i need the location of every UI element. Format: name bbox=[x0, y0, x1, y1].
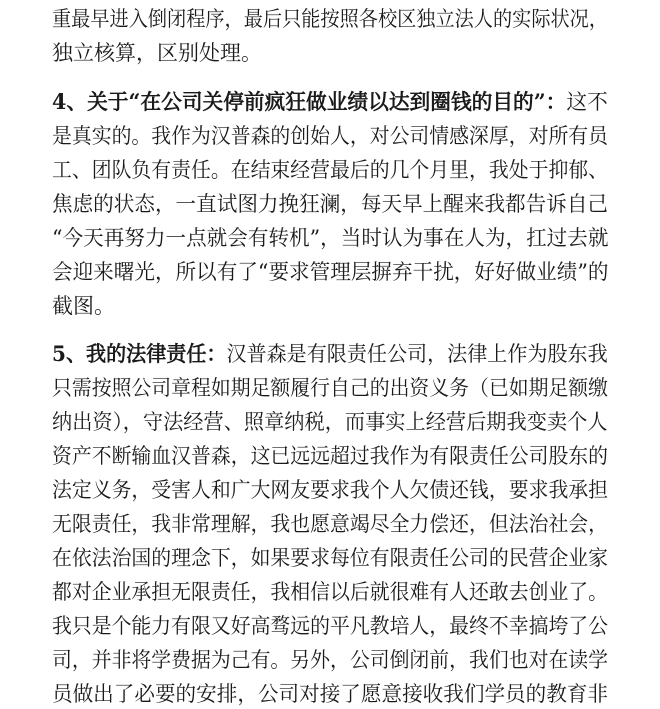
text-line: 焦虑的状态，一直试图力挽狂澜，每天早上醒来我都告诉自己 bbox=[52, 192, 609, 216]
section-5-first-line bbox=[52, 339, 608, 369]
text-line: 员做出了必要的安排，公司对接了愿意接收我们学员的教育非 bbox=[52, 682, 609, 706]
text-line: 纳出资），守法经营、照章纳税，而事实上经营后期我变卖个人 bbox=[52, 410, 608, 434]
text-line: 截图。 bbox=[52, 294, 115, 318]
section-5-heading: 5、我的法律责任： bbox=[52, 341, 227, 366]
text-line: 资产不断输血汉普森，这已远远超过我作为有限责任公司股东的 bbox=[52, 444, 609, 468]
section-4-first-line bbox=[52, 87, 608, 117]
text-line: 会迎来曙光，所以有了“要求管理层摒弃干扰，好好做业绩”的 bbox=[52, 260, 609, 284]
section-4-line-rest: 这不 bbox=[566, 90, 608, 114]
text-line: 是真实的。我作为汉普森的创始人，对公司情感深厚，对所有员 bbox=[52, 124, 609, 148]
text-line: 我只是个能力有限又好高骛远的平凡教培人，最终不幸搞垮了公 bbox=[52, 614, 609, 638]
section-5-line-rest: 汉普森是有限责任公司，法律上作为股东我 bbox=[226, 342, 608, 366]
text-line: “今天再努力一点就会有转机”，当时认为事在人为，扛过去就 bbox=[52, 226, 609, 250]
text-line: 只需按照公司章程如期足额履行自己的出资义务（已如期足额缴 bbox=[52, 376, 609, 400]
text-line: 司，并非将学费据为己有。另外，公司倒闭前，我们也对在读学 bbox=[52, 648, 609, 672]
text-line: 重最早进入倒闭程序，最后只能按照各校区独立法人的实际状况， bbox=[52, 7, 609, 31]
section-4-heading: 4、关于“在公司关停前疯狂做业绩以达到圈钱的目的”： bbox=[52, 89, 567, 114]
text-line: 在依法治国的理念下，如果要求每位有限责任公司的民营企业家 bbox=[52, 546, 609, 570]
text-line: 无限责任，我非常理解，我也愿意竭尽全力偿还，但法治社会， bbox=[52, 512, 609, 536]
text-line: 工、团队负有责任。在结束经营最后的几个月里，我处于抑郁、 bbox=[52, 158, 609, 182]
text-line: 都对企业承担无限责任，我相信以后就很难有人还敢去创业了。 bbox=[52, 580, 609, 604]
text-line: 独立核算，区别处理。 bbox=[52, 41, 262, 65]
text-line: 法定义务，受害人和广大网友要求我个人欠债还钱，要求我承担 bbox=[52, 478, 609, 502]
